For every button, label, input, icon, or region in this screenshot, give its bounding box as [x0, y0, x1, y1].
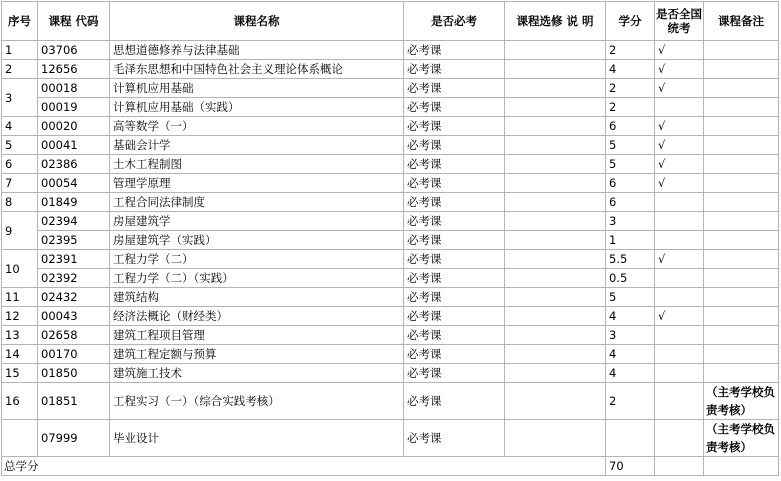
elective-cell	[505, 231, 606, 250]
credit-cell	[606, 420, 655, 457]
code-cell: 02432	[38, 288, 110, 307]
name-cell: 工程实习（一）（综合实践考核）	[110, 383, 404, 420]
code-cell: 01849	[38, 193, 110, 212]
national-cell	[655, 364, 704, 383]
remark-cell	[704, 60, 779, 79]
credit-cell: 2	[606, 79, 655, 98]
remark-cell	[704, 136, 779, 155]
code-cell: 02391	[38, 250, 110, 269]
table-row	[2, 364, 779, 383]
code-cell: 02395	[38, 231, 110, 250]
table-row	[2, 307, 779, 326]
seq-cell: 4	[2, 117, 38, 136]
seq-cell: 3	[2, 79, 38, 117]
code-cell: 01851	[38, 383, 110, 420]
national-cell	[655, 193, 704, 212]
credit-cell: 4	[606, 307, 655, 326]
elective-cell	[505, 212, 606, 231]
credit-cell: 3	[606, 212, 655, 231]
seq-cell: 7	[2, 174, 38, 193]
remark-cell	[704, 250, 779, 269]
elective-cell	[505, 60, 606, 79]
remark-cell	[704, 269, 779, 288]
remark-cell	[704, 212, 779, 231]
national-cell	[655, 288, 704, 307]
remark-cell	[704, 193, 779, 212]
code-cell: 00170	[38, 345, 110, 364]
national-cell: √	[655, 41, 704, 60]
name-cell: 房屋建筑学	[110, 212, 404, 231]
elective-cell	[505, 136, 606, 155]
remark-cell	[704, 174, 779, 193]
national-cell	[655, 420, 704, 457]
national-cell: √	[655, 79, 704, 98]
credit-cell: 1	[606, 231, 655, 250]
curriculum-table	[1, 1, 779, 476]
code-cell: 07999	[38, 420, 110, 457]
name-cell: 建筑结构	[110, 288, 404, 307]
credit-cell: 0.5	[606, 269, 655, 288]
table-row	[2, 345, 779, 364]
code-cell: 00054	[38, 174, 110, 193]
elective-cell	[505, 98, 606, 117]
name-cell: 工程力学（二）（实践）	[110, 269, 404, 288]
name-cell: 工程力学（二）	[110, 250, 404, 269]
code-cell: 02394	[38, 212, 110, 231]
required-cell: 必考课	[404, 41, 505, 60]
name-cell: 土木工程制图	[110, 155, 404, 174]
elective-cell	[505, 41, 606, 60]
header-national: 是否全国统考	[655, 2, 704, 41]
total-row	[2, 457, 779, 476]
elective-cell	[505, 288, 606, 307]
national-cell	[655, 326, 704, 345]
seq-cell: 10	[2, 250, 38, 288]
required-cell: 必考课	[404, 98, 505, 117]
required-cell: 必考课	[404, 364, 505, 383]
total-credit: 70	[606, 457, 655, 476]
national-cell: √	[655, 60, 704, 79]
national-cell: √	[655, 136, 704, 155]
seq-cell: 16	[2, 383, 38, 420]
seq-cell: 12	[2, 307, 38, 326]
required-cell: 必考课	[404, 420, 505, 457]
header-remark: 课程备注	[704, 2, 779, 41]
code-cell: 02386	[38, 155, 110, 174]
seq-cell: 13	[2, 326, 38, 345]
elective-cell	[505, 193, 606, 212]
seq-cell: 1	[2, 41, 38, 60]
table-row	[2, 136, 779, 155]
credit-cell: 2	[606, 41, 655, 60]
remark-cell	[704, 345, 779, 364]
required-cell: 必考课	[404, 155, 505, 174]
seq-cell: 9	[2, 212, 38, 250]
code-cell: 00020	[38, 117, 110, 136]
remark-cell	[704, 364, 779, 383]
credit-cell: 5	[606, 136, 655, 155]
remark-cell	[704, 307, 779, 326]
seq-cell: 5	[2, 136, 38, 155]
remark-cell	[704, 79, 779, 98]
seq-cell: 14	[2, 345, 38, 364]
code-cell: 00019	[38, 98, 110, 117]
name-cell: 建筑工程定额与预算	[110, 345, 404, 364]
seq-cell: 2	[2, 60, 38, 79]
remark-cell	[704, 155, 779, 174]
table-row	[2, 250, 779, 269]
name-cell: 基础会计学	[110, 136, 404, 155]
credit-cell: 2	[606, 383, 655, 420]
code-cell: 01850	[38, 364, 110, 383]
name-cell: 房屋建筑学（实践）	[110, 231, 404, 250]
code-cell: 00043	[38, 307, 110, 326]
name-cell: 毕业设计	[110, 420, 404, 457]
name-cell: 思想道德修养与法律基础	[110, 41, 404, 60]
credit-cell: 4	[606, 60, 655, 79]
table-row	[2, 326, 779, 345]
national-cell	[655, 345, 704, 364]
national-cell: √	[655, 174, 704, 193]
elective-cell	[505, 420, 606, 457]
national-cell	[655, 231, 704, 250]
required-cell: 必考课	[404, 174, 505, 193]
national-cell	[655, 212, 704, 231]
remark-cell: （主考学校负责考核）	[704, 420, 779, 457]
credit-cell: 3	[606, 326, 655, 345]
elective-cell	[505, 250, 606, 269]
name-cell: 建筑施工技术	[110, 364, 404, 383]
elective-cell	[505, 364, 606, 383]
name-cell: 工程合同法律制度	[110, 193, 404, 212]
required-cell: 必考课	[404, 60, 505, 79]
seq-cell: 15	[2, 364, 38, 383]
seq-cell: 11	[2, 288, 38, 307]
table-row	[2, 231, 779, 250]
elective-cell	[505, 117, 606, 136]
header-code: 课程 代码	[38, 2, 110, 41]
remark-cell	[704, 117, 779, 136]
elective-cell	[505, 269, 606, 288]
national-cell	[655, 383, 704, 420]
elective-cell	[505, 345, 606, 364]
header-row	[2, 2, 779, 41]
table-row	[2, 174, 779, 193]
credit-cell: 4	[606, 364, 655, 383]
national-cell: √	[655, 117, 704, 136]
elective-cell	[505, 174, 606, 193]
code-cell: 00041	[38, 136, 110, 155]
name-cell: 毛泽东思想和中国特色社会主义理论体系概论	[110, 60, 404, 79]
name-cell: 建筑工程项目管理	[110, 326, 404, 345]
seq-cell: 8	[2, 193, 38, 212]
table-row	[2, 60, 779, 79]
required-cell: 必考课	[404, 136, 505, 155]
header-seq: 序号	[2, 2, 38, 41]
national-cell: √	[655, 250, 704, 269]
national-cell: √	[655, 155, 704, 174]
required-cell: 必考课	[404, 250, 505, 269]
credit-cell: 6	[606, 174, 655, 193]
remark-cell	[704, 326, 779, 345]
remark-cell	[704, 288, 779, 307]
table-row	[2, 155, 779, 174]
elective-cell	[505, 155, 606, 174]
total-label: 总学分	[2, 457, 606, 476]
remark-cell	[704, 231, 779, 250]
table-row	[2, 117, 779, 136]
required-cell: 必考课	[404, 383, 505, 420]
seq-cell	[2, 420, 38, 457]
table-row	[2, 420, 779, 457]
required-cell: 必考课	[404, 345, 505, 364]
credit-cell: 4	[606, 345, 655, 364]
header-name: 课程名称	[110, 2, 404, 41]
name-cell: 经济法概论（财经类）	[110, 307, 404, 326]
code-cell: 03706	[38, 41, 110, 60]
credit-cell: 5.5	[606, 250, 655, 269]
national-cell	[655, 457, 704, 476]
credit-cell: 5	[606, 155, 655, 174]
credit-cell: 6	[606, 193, 655, 212]
elective-cell	[505, 383, 606, 420]
national-cell	[655, 98, 704, 117]
name-cell: 计算机应用基础（实践）	[110, 98, 404, 117]
remark-cell	[704, 98, 779, 117]
table-row	[2, 288, 779, 307]
code-cell: 12656	[38, 60, 110, 79]
national-cell: √	[655, 307, 704, 326]
required-cell: 必考课	[404, 231, 505, 250]
header-elective: 课程选修 说 明	[505, 2, 606, 41]
header-credit: 学分	[606, 2, 655, 41]
remark-cell: （主考学校负责考核）	[704, 383, 779, 420]
table-row	[2, 98, 779, 117]
name-cell: 计算机应用基础	[110, 79, 404, 98]
table-row	[2, 212, 779, 231]
credit-cell: 2	[606, 98, 655, 117]
required-cell: 必考课	[404, 117, 505, 136]
required-cell: 必考课	[404, 269, 505, 288]
credit-cell: 6	[606, 117, 655, 136]
table-row	[2, 383, 779, 420]
code-cell: 00018	[38, 79, 110, 98]
code-cell: 02392	[38, 269, 110, 288]
table-row	[2, 193, 779, 212]
code-cell: 02658	[38, 326, 110, 345]
required-cell: 必考课	[404, 193, 505, 212]
required-cell: 必考课	[404, 307, 505, 326]
required-cell: 必考课	[404, 326, 505, 345]
remark-cell	[704, 41, 779, 60]
header-required: 是否必考	[404, 2, 505, 41]
national-cell	[655, 269, 704, 288]
required-cell: 必考课	[404, 212, 505, 231]
remark-cell	[704, 457, 779, 476]
table-row	[2, 79, 779, 98]
elective-cell	[505, 79, 606, 98]
seq-cell: 6	[2, 155, 38, 174]
elective-cell	[505, 307, 606, 326]
name-cell: 管理学原理	[110, 174, 404, 193]
credit-cell: 5	[606, 288, 655, 307]
name-cell: 高等数学（一）	[110, 117, 404, 136]
elective-cell	[505, 326, 606, 345]
table-row	[2, 41, 779, 60]
required-cell: 必考课	[404, 288, 505, 307]
table-row	[2, 269, 779, 288]
required-cell: 必考课	[404, 79, 505, 98]
